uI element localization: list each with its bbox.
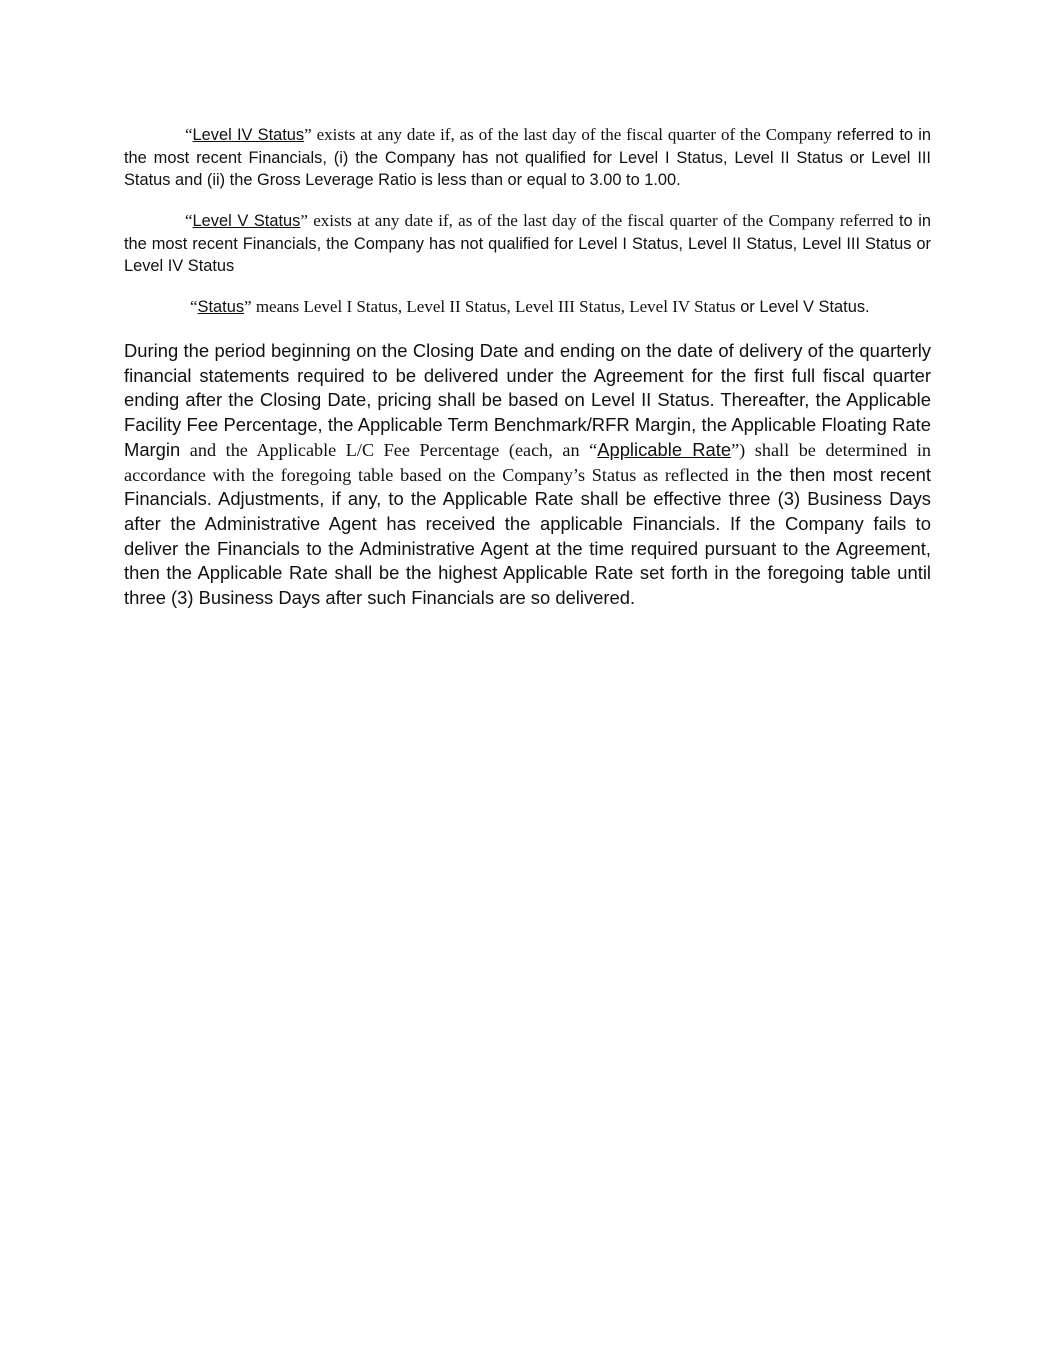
pricing-paragraph	[124, 339, 931, 611]
definition-text-continued: to in the most recent Financials, the Company has not qualified for Level I Status, Level II Status, Level III Status or Level IV Status	[124, 212, 931, 275]
pricing-text-part-3: ”) shall be determined in accordance with the foregoing table based on the Company’s Status as reflected in	[124, 439, 931, 485]
definition-text: exists at any date if, as of the last day of the fiscal quarter of the Company	[311, 125, 832, 144]
level-v-status-definition	[124, 210, 931, 278]
open-quote: “	[185, 211, 193, 230]
defined-term: Level IV Status	[192, 126, 305, 144]
defined-term: Status	[197, 298, 245, 316]
open-quote: “	[185, 125, 193, 144]
definition-text-continued: referred to in the most recent Financials, (i) the Company has not qualified for Level I Status, Level II Status or Level III Status and (ii) the Gross Leverage Ratio is less than or equal to 3.00 to 1.00.	[124, 126, 931, 189]
definition-text: means Level I Status, Level II Status, Level III Status, Level IV Status	[251, 297, 736, 316]
status-definition	[124, 296, 931, 319]
defined-term: Level V Status	[192, 212, 301, 230]
definition-text: exists at any date if, as of the last day of the fiscal quarter of the Company referred	[307, 211, 894, 230]
close-quote: ”	[300, 211, 308, 230]
pricing-text-part-4: the then most recent Financials. Adjustments, if any, to the Applicable Rate shall be effective three (3) Business Days after the Administrative Agent has received the applicable Financials. If the Company fails to deliver the Financials to the Administrative Agent at the time required pursuant to the Agreement, then the Applicable Rate shall be the highest Applicable Rate set forth in the foregoing table until three (3) Business Days after such Financials are so delivered.	[124, 463, 931, 609]
definition-text-continued: or Level V Status.	[735, 298, 870, 316]
close-quote: ”	[244, 297, 252, 316]
pricing-text-part-2: and the Applicable L/C Fee Percentage (each, an “	[180, 439, 598, 460]
open-quote: “	[190, 297, 198, 316]
defined-term-applicable-rate: Applicable Rate	[597, 438, 732, 460]
level-iv-status-definition	[124, 124, 931, 192]
close-quote: ”	[304, 125, 312, 144]
pricing-text-part-1: During the period beginning on the Closing Date and ending on the date of delivery of the quarterly financial statements required to be delivered under the Agreement for the first full fiscal quarter ending after the Closing Date, pricing shall be based on Level II Status. Thereafter, the Applicable Facility Fee Percentage, the Applicable Term Benchmark/RFR Margin, the Applicable Floating Rate Margin	[124, 340, 931, 460]
